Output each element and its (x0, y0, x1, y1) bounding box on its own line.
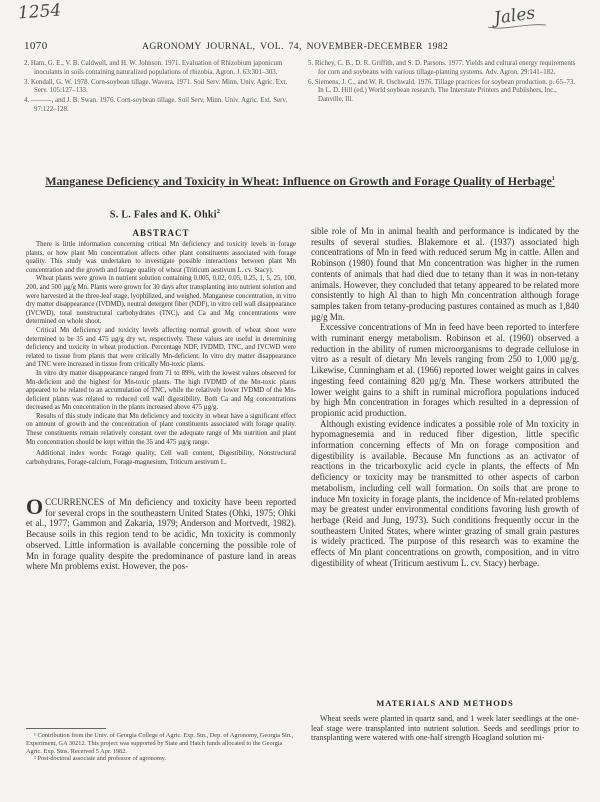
authors-footnote-marker: 2 (216, 209, 221, 215)
footnotes (26, 732, 296, 763)
reference-item: 3. Kendall, G. W. 1978. Corn-soybean tillage. Wavera. 1971. Soil Serv. Minn. Univ. Agric. Ext. Serv. 105:127–133. (24, 78, 288, 95)
methods-paragraph: Wheat seeds were planted in quartz sand, and 1 week later seedlings at the one-leaf stage were transplanted into nutrient solution. Seeds and seedlings prior to transplanting were watered with one-half strength Hoagland solution mi- (311, 714, 579, 743)
abstract-paragraph: Critical Mn deficiency and toxicity levels affecting normal growth of wheat shoot were determined to be 35 and 475 µg/g dry wt, respectively. These values are useful in determining deficiency and toxicity in wheat production. Percentage NDF, IVDMD, TNC, and IVCWD were related to tissue from plants that were critically Mn-deficient. In vitro dry matter disappearance and TNC were increased in tissue from critically Mn-toxic plants. (26, 326, 296, 369)
drop-cap: O (26, 494, 44, 519)
footnote-rule (26, 728, 106, 729)
article-title (34, 171, 566, 189)
abstract-paragraph: There is little information concerning critical Mn deficiency and toxicity levels in forage plants, or how plant Mn concentration affects other plant constituents associated with forage quality. This study was undertaken to investigate possible interactions between plant Mn concentration and the growth and forage quality of wheat (Triticum aestivum L. cv. Stacy). (26, 241, 296, 274)
intro-text: CCURRENCES of Mn deficiency and toxicity have been reported for several crops in the southeastern United States (Ohki, 1975; Ohki et al., 1977; Gammon and Zakaria, 1979; Anderson and Mortvedt, 1982). Because soils in this region tend to be acidic, Mn toxicity is commonly observed. Little information is available concerning the possible role of Mn in forage quality despite the predominance of pasture land in areas where Mn problems exist. However, the pos- (26, 497, 296, 572)
article-title-text: Manganese Deficiency and Toxicity in Wheat: Influence on Growth and Forage Quality of Herbage (45, 174, 552, 188)
references-right (308, 60, 576, 106)
body-paragraph: Although existing evidence indicates a possible role of Mn toxicity in hypomagnesemia and in reduced fiber digestion, little specific information concerning effects of Mn on forage composition and digestibility is available. Because Mn functions as an activator of reactions in the tricarboxylic acid cycle in plants, the effects of Mn deficiency or toxicity may be transmitted to other aspects of carbon metabolism, including cell wall formation. On soils that are prone to induce Mn toxicity in forage plants, the incidence of Mn-related problems may be greatest under environmental conditions favoring lush growth of herbage (Reid and Jung, 1973). Such conditions frequently occur in the southeastern United States, where winter grazing of small grain pastures is widely practiced. The purpose of this research was to examine the effects of Mn plant concentrations on growth, composition, and in vitro digestibility of wheat (Triticum aestivum L. cv. Stacy) herbage. (311, 418, 579, 568)
abstract-paragraph: In vitro dry matter disappearance ranged from 71 to 89%, with the lowest values observed for Mn-deficient and the highest for Mn-toxic plants. The high IVDMD of the Mn-toxic plants appeared to be related to an accumulation of TNC, while the relatively lower IVDMD of the Mn-deficient plants was related to reduced cell wall digestibility. Both Ca and Mg concentrations decreased as Mn concentration in the plants increased above 475 µg/g. (26, 369, 296, 412)
handwritten-initials: Jales (492, 3, 537, 29)
abstract-heading: ABSTRACT (132, 228, 190, 238)
intro-paragraph (26, 494, 296, 572)
footnote-item: ¹ Contribution from the Univ. of Georgia College of Agric. Exp. Stn., Dep. of Agronomy, Georgia Stn., Experiment, GA 30212. This project was supported by State and Hatch funds allocated to the Georgia Agric. Exp. Stns. Received 5 Apr. 1982. (26, 732, 294, 755)
title-footnote-marker: 1 (551, 176, 555, 182)
journal-name: AGRONOMY JOURNAL, VOL. 74, NOVEMBER-DECEMBER 1982 (142, 41, 449, 52)
reference-item: 2. Ham, G. E., V. B. Caldwell, and H. W. Johnson. 1971. Evaluation of Rhizobium japonicum inoculants in soils containing naturalized populations of rhizobia. Agron. J. 63:301–303. (24, 60, 283, 76)
introduction (26, 494, 296, 572)
abstract-paragraph: Wheat plants were grown in nutrient solution containing 0.005, 0.02, 0.05, 0.25, 1, 5, 25, 100, 200, and 500 µg/g Mn. Plants were grown for 30 days after transplanting into nutrient solution and were harvested at the three-leaf stage, lyophilized, and weighed. Manganese concentration, in vitro dry matter disappearance (IVDMD), neutral detergent fiber (NDF), in vitro cell wall disappearance (IVCWD), total nonstructural carbohydrates (TNC), and Ca and Mg concentrations were determined on whole shoot. (26, 275, 296, 326)
body-paragraph: sible role of Mn in animal health and performance is indicated by the results of several studies. Blakemore et al. (1937) associated high concentrations of Mn in feed with reduced serum Mg in cattle. Allen and Robinson (1980) found that Mn concentration was higher in the rumen contents of animals that had died due to tetany than it was in non-tetany animals. However, they concluded that tetany appeared to be related more consistently to high Al than to high Mn concentration although forage samples taken from tetany-producing pastures contained as much as 1,840 µg/g Mn. (311, 226, 579, 322)
abstract-paragraph: Results of this study indicate that Mn deficiency and toxicity in wheat have a significant effect on amount of growth and the concentration of plant constituents associated with forage quality. These constituents remain relatively constant over the adequate range of Mn nutrition and plant Mn concentration should be kept within the 35 and 475 µg/g range. (26, 412, 296, 446)
signature-underline-icon (484, 9, 550, 31)
references-left (24, 60, 292, 116)
body-paragraph: Excessive concentrations of Mn in feed have been reported to interfere with ruminant energy metabolism. Robinson et al. (1960) observed a reduction in the ability of rumen microorganisms to degrade cellulose in vitro as a result of dietary Mn levels ranging from 250 to 1,000 µg/g. Likewise, Cunningham et al. (1966) reported lower weight gains in calves ingesting feed containing 820 µg/g Mn. These workers attributed the lower weight gains to a shift in ruminal microflora populations induced by high Mn concentration in forages which resulted in a depression of propionic acid production. (311, 322, 579, 418)
footnote-item: ² Post-doctoral associate and professor of agronomy. (34, 755, 167, 763)
abstract-body (26, 241, 296, 467)
running-header (24, 40, 576, 54)
page-number: 1070 (24, 40, 48, 52)
reference-item: 5. Richey, C. B., D. R. Griffith, and S. D. Parsons. 1977. Yields and cultural energy requirements for corn and soybeans with various tillage-planting systems. Adv. Agron. 29:141–182. (308, 60, 576, 76)
article-authors (30, 209, 300, 220)
methods-heading: MATERIALS AND METHODS (376, 698, 514, 708)
reference-item: 4. ———, and J. B. Swan. 1976. Corn-soybean tillage. Soil Serv. Minn. Univ. Agric. Ext. Serv. 97:122–128. (24, 97, 288, 113)
reference-item: 6. Siemens, J. C., and W. R. Oschwald. 1976. Tillage practices for soybean production. p. 65–73. In L. D. Hill (ed.) World soybean research. The Interstate Printers and Publishers, Inc., Danville, Ill. (308, 78, 575, 104)
right-column-text (311, 226, 579, 569)
authors-text: S. L. Fales and K. Ohki (109, 209, 217, 221)
methods-text (311, 714, 579, 743)
index-words: Additional index words: Forage quality, Cell wall content, Digestibility, Nonstructural carbohydrates, Forage-calcium, Forage-magnesium, Triticum aestivum L. (26, 450, 296, 466)
handwritten-number: 1254 (17, 0, 62, 24)
